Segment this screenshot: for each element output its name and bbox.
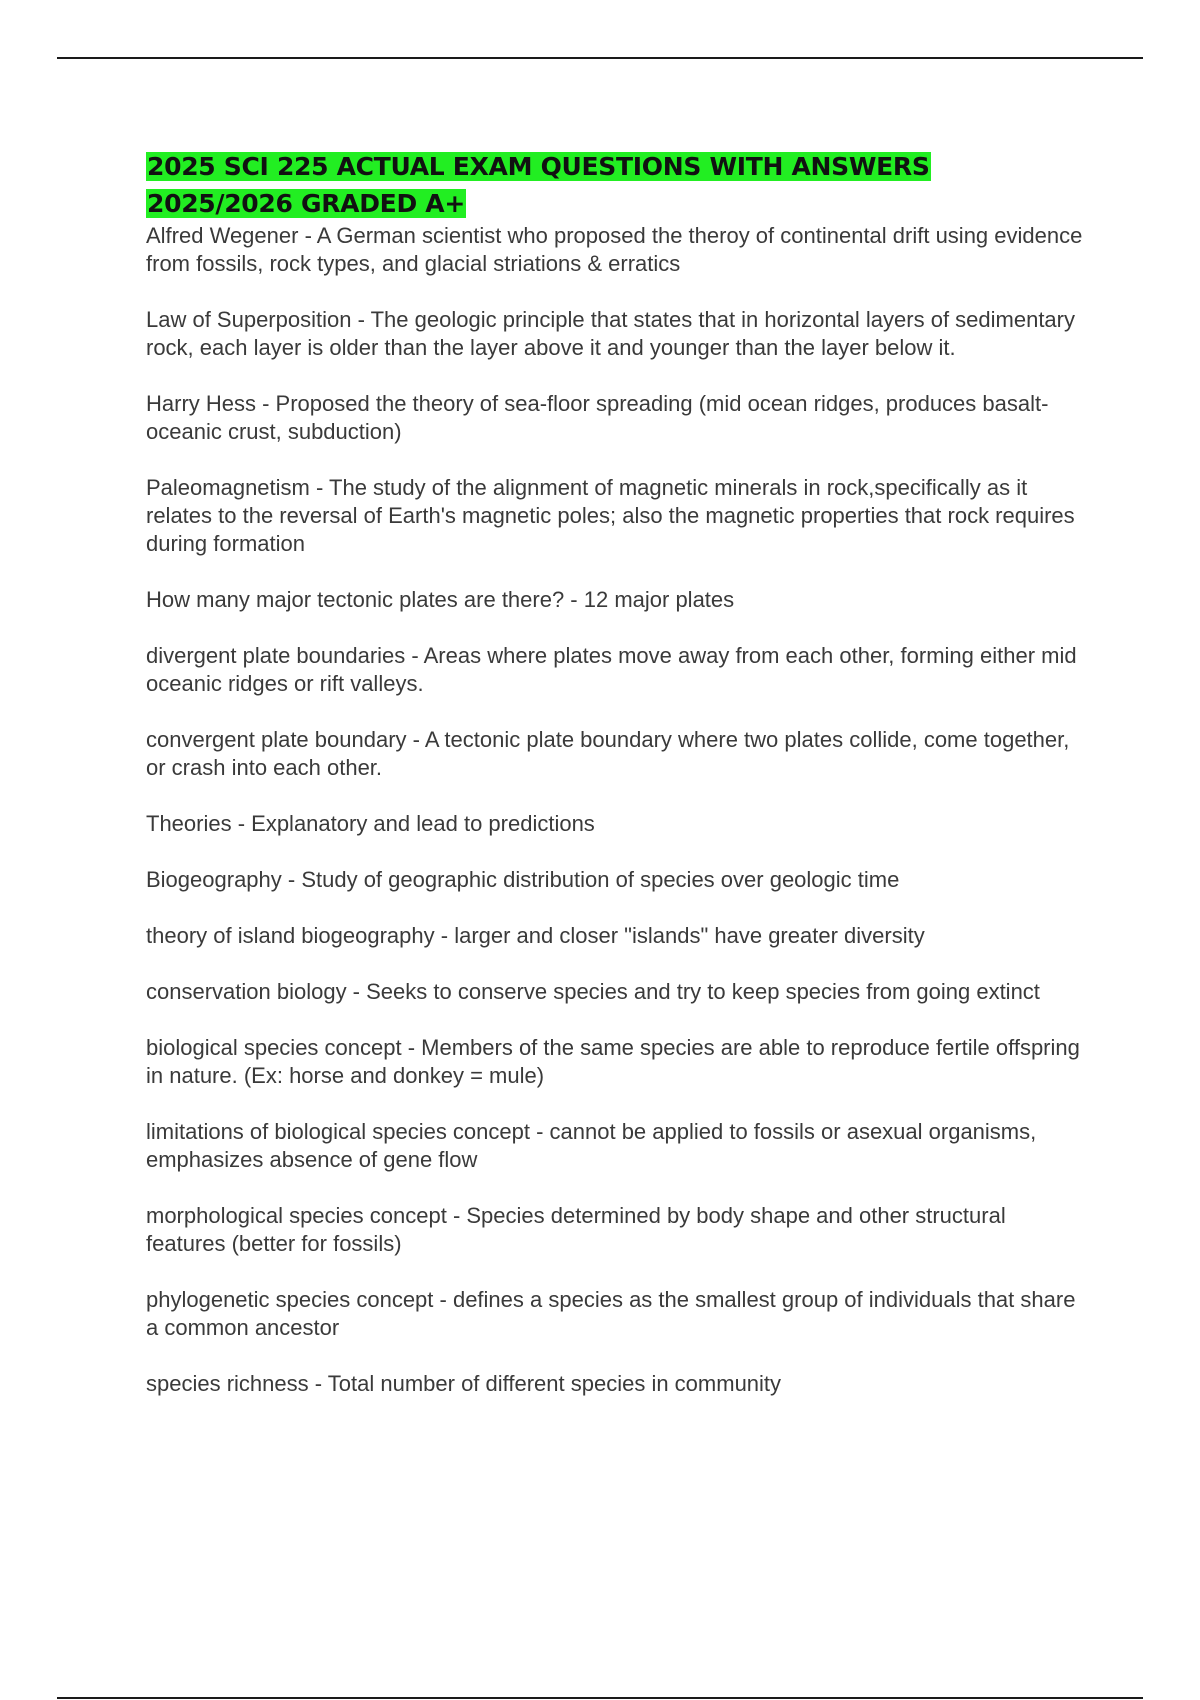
- entry-limitations-biological-species: limitations of biological species concept - cannot be applied to fossils or asexual organisms, emphasizes absence of gene flow: [146, 1119, 1037, 1172]
- entry-divergent-boundaries: divergent plate boundaries - Areas where plates move away from each other, forming either mid oceanic ridges or rift valleys.: [146, 643, 1077, 696]
- entry-convergent-boundary: convergent plate boundary - A tectonic plate boundary where two plates collide, come together, or crash into each other.: [146, 727, 1070, 780]
- entry-biogeography: Biogeography - Study of geographic distribution of species over geologic time: [146, 867, 900, 892]
- document-title-line-1: 2025 SCI 225 ACTUAL EXAM QUESTIONS WITH ANSWERS: [147, 152, 930, 181]
- entry-island-biogeography: theory of island biogeography - larger and closer "islands" have greater diversity: [146, 923, 925, 948]
- entry-biological-species-concept: biological species concept - Members of the same species are able to reproduce fertile offspring in nature. (Ex: horse and donkey = mule): [146, 1035, 1080, 1088]
- entry-tectonic-plates: How many major tectonic plates are there? - 12 major plates: [146, 587, 735, 612]
- entry-paleomagnetism: Paleomagnetism - The study of the alignment of magnetic minerals in rock,specifically as it relates to the reversal of Earth's magnetic poles; also the magnetic properties that rock requires during formation: [146, 475, 1075, 556]
- document-title: [146, 148, 1086, 222]
- footer-rule: [57, 1697, 1143, 1699]
- entry-morphological-species-concept: morphological species concept - Species determined by body shape and other structural features (better for fossils): [146, 1203, 1006, 1256]
- entry-law-of-superposition: Law of Superposition - The geologic principle that states that in horizontal layers of sedimentary rock, each layer is older than the layer above it and younger than the layer below it.: [146, 307, 1075, 360]
- entry-alfred-wegener: Alfred Wegener - A German scientist who proposed the theroy of continental drift using evidence from fossils, rock types, and glacial striations & erratics: [146, 223, 1083, 276]
- entry-theories: Theories - Explanatory and lead to predictions: [146, 811, 595, 836]
- entry-list: [146, 222, 1086, 1398]
- entry-conservation-biology: conservation biology - Seeks to conserve species and try to keep species from going extinct: [146, 979, 1040, 1004]
- entry-phylogenetic-species-concept: phylogenetic species concept - defines a species as the smallest group of individuals that share a common ancestor: [146, 1287, 1076, 1340]
- entry-harry-hess: Harry Hess - Proposed the theory of sea-floor spreading (mid ocean ridges, produces basalt- oceanic crust, subduction): [146, 391, 1049, 444]
- entry-species-richness: species richness - Total number of different species in community: [146, 1371, 782, 1396]
- header-rule: [57, 57, 1143, 59]
- document-title-line-2: 2025/2026 GRADED A+: [147, 189, 465, 218]
- document-body: [146, 148, 1086, 1426]
